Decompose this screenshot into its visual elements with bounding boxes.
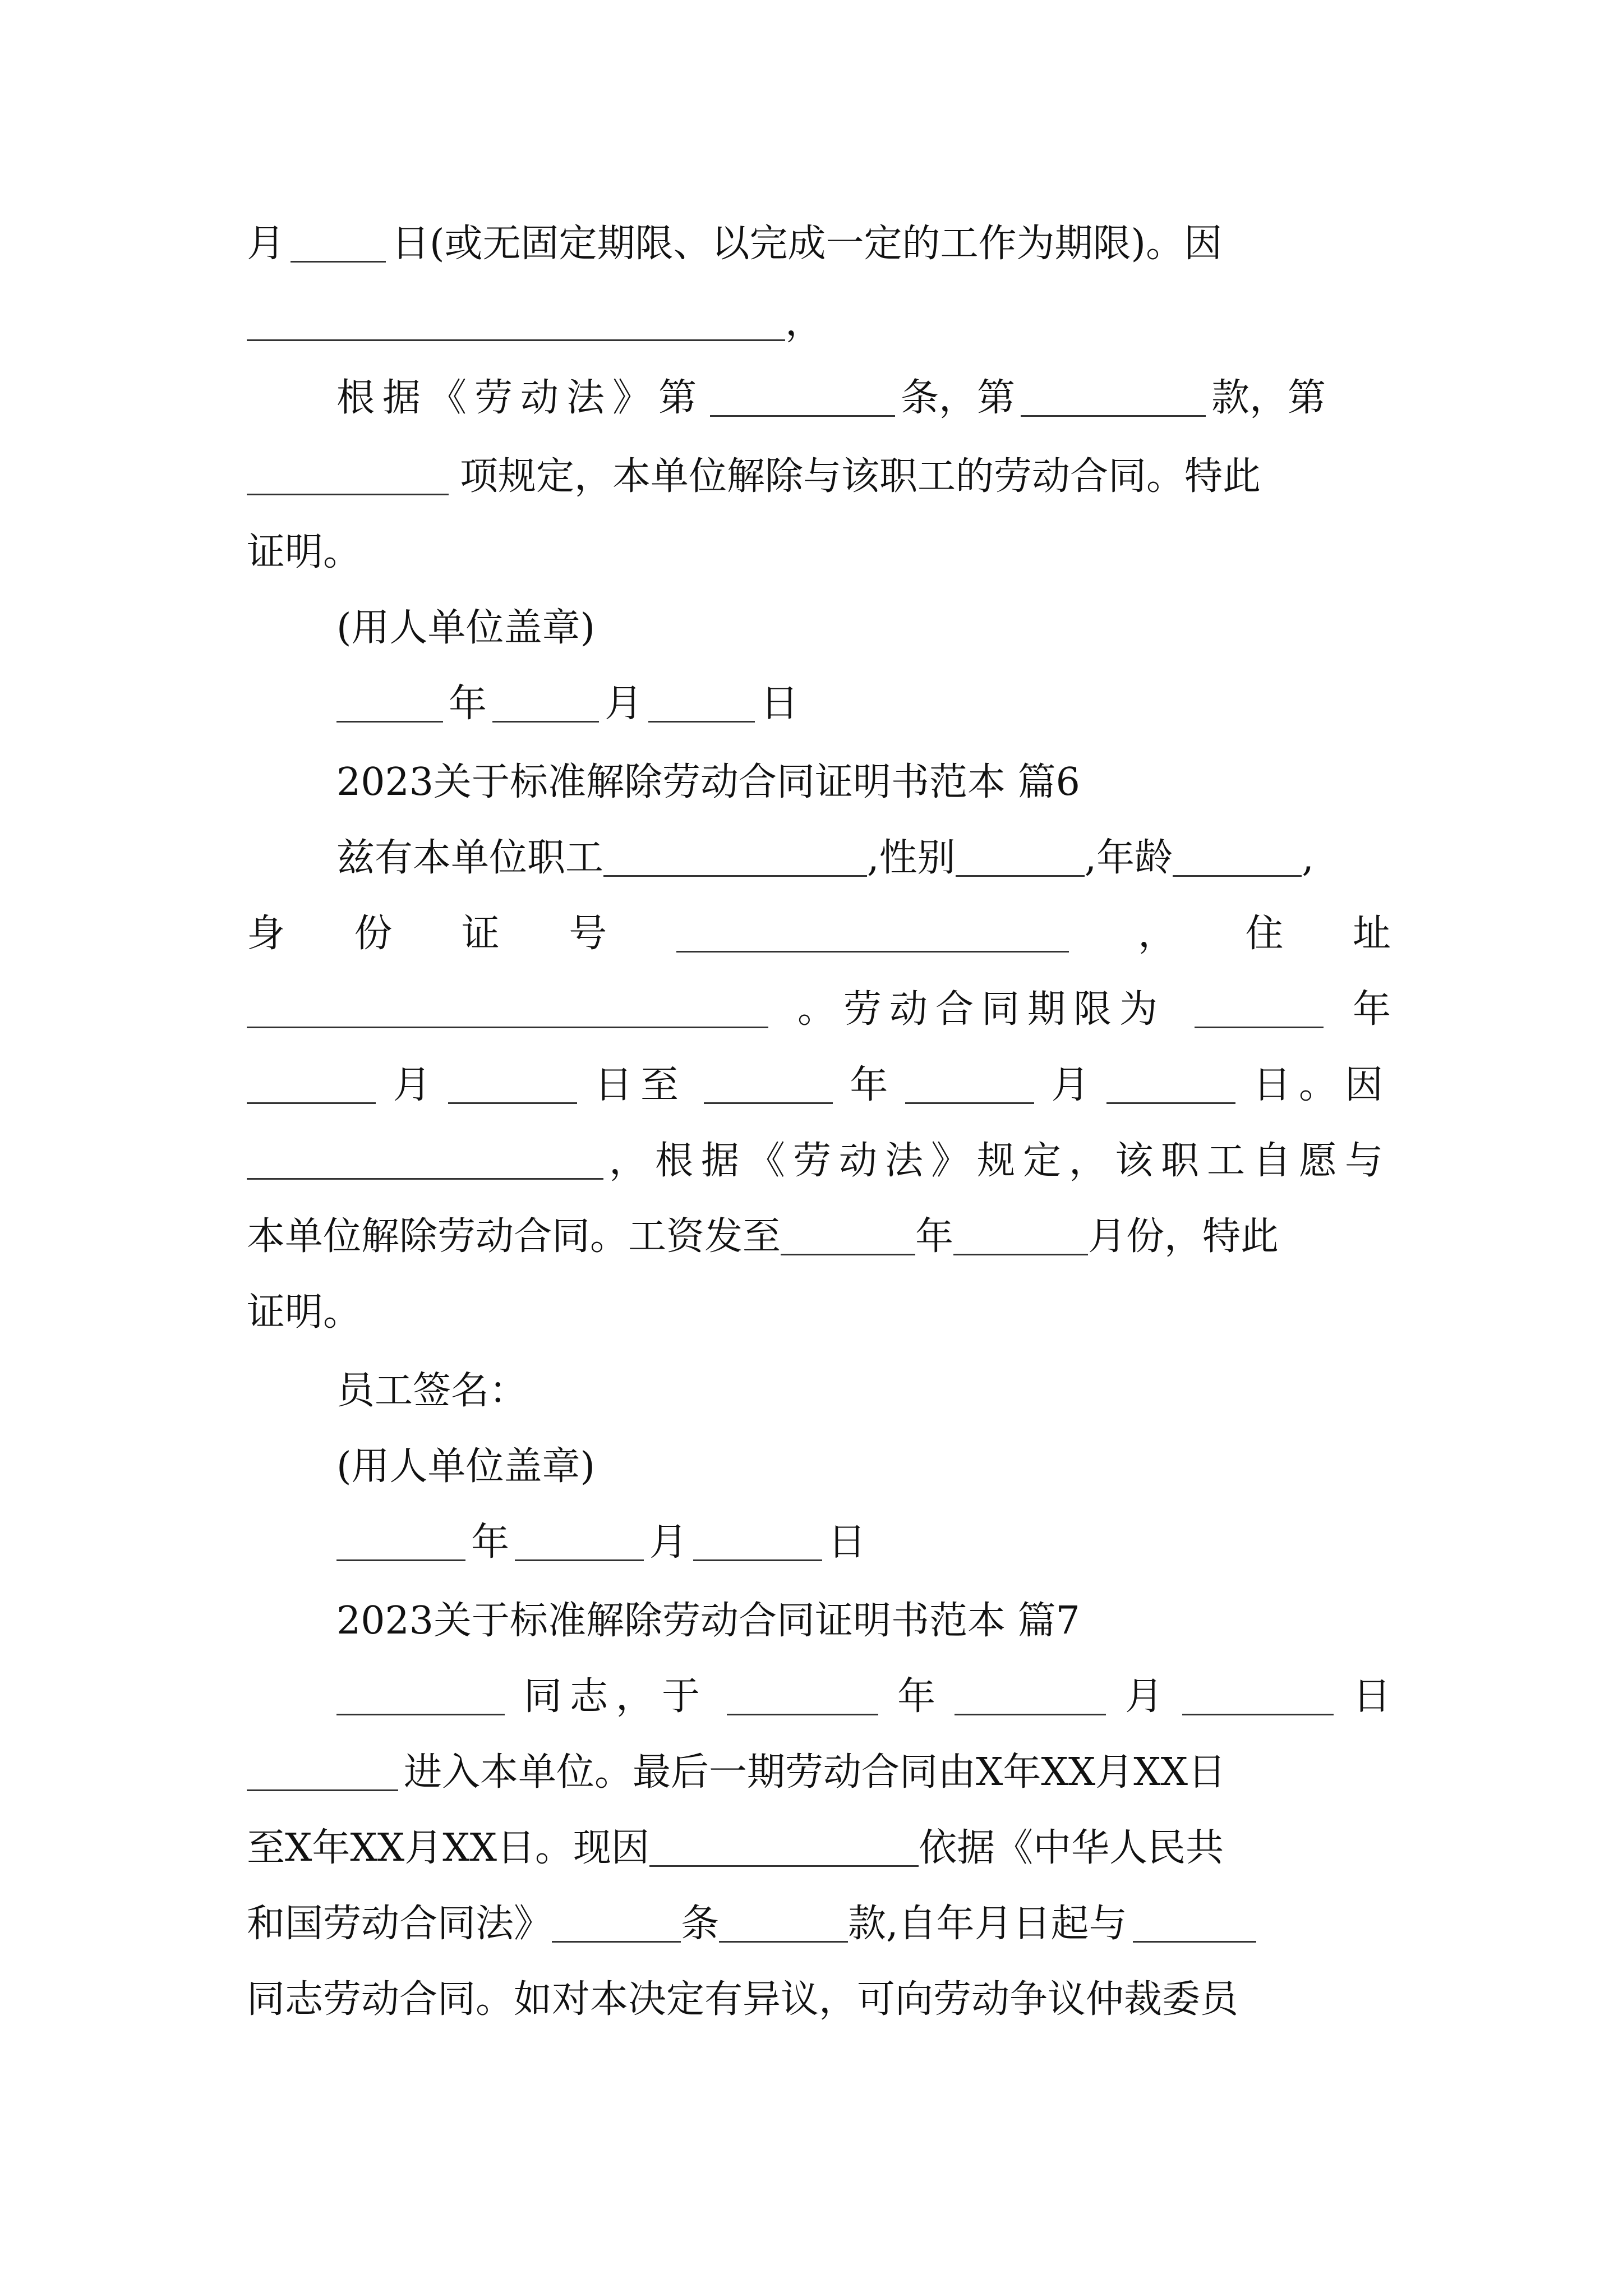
doc-line: [247, 1818, 1391, 1879]
fill-blank: [905, 1102, 1034, 1104]
doc-text: 份: [354, 912, 393, 956]
doc-text: ，: [1138, 912, 1177, 956]
date-line: [336, 1512, 1391, 1573]
doc-text: 至X年XX月XX日。现因: [247, 1826, 650, 1870]
doc-text: 日(或无固定期限、以完成一定的工作为期限)。因: [391, 222, 1223, 266]
fill-blank: [552, 1941, 681, 1943]
fill-blank: [649, 1865, 919, 1867]
fill-blank: [781, 1254, 915, 1255]
fill-blank: [1106, 1102, 1235, 1104]
doc-text: 月: [1051, 1063, 1090, 1107]
doc-text: 年: [1352, 987, 1391, 1032]
doc-text: 款，第: [1211, 376, 1326, 420]
fill-blank: [336, 1559, 465, 1561]
doc-text: 身: [247, 912, 285, 956]
fill-blank: [247, 1178, 603, 1180]
fill-blank: [291, 261, 386, 263]
doc-text: 证: [461, 912, 500, 956]
seal-line: (用人单位盖章): [336, 606, 596, 650]
doc-line: [247, 979, 1391, 1041]
fill-blank: [719, 1941, 848, 1943]
doc-text: 址: [1352, 912, 1391, 956]
doc-text: 。劳动合同期限为: [797, 987, 1165, 1032]
doc-text: 进入本单位。最后一期劳动合同由X年XX月XX日: [404, 1750, 1227, 1795]
doc-text: 日: [828, 1520, 866, 1565]
doc-text: 条，第: [901, 376, 1016, 420]
date-line: [336, 673, 1391, 735]
fill-blank: [603, 875, 867, 877]
doc-text: 年: [449, 682, 487, 726]
doc-text: 月: [605, 682, 643, 726]
doc-text: 月: [247, 222, 285, 266]
fill-blank: [336, 721, 443, 723]
doc-text: 年: [915, 1214, 954, 1259]
doc-text: ，: [785, 300, 824, 344]
doc-text: 本单位解除劳动合同。工资发至: [247, 1214, 781, 1259]
doc-text: 项规定，本单位解除与该职工的劳动合同。特此: [460, 454, 1261, 499]
section-heading-6: 2023关于标准解除劳动合同证明书范本 篇6: [336, 760, 1080, 804]
signature-line: 员工签名：: [336, 1369, 528, 1413]
doc-line: [336, 367, 1391, 429]
fill-blank: [515, 1559, 644, 1561]
doc-line: [247, 1130, 1391, 1192]
fill-blank: [1195, 1027, 1324, 1028]
fill-blank: [1021, 415, 1206, 417]
doc-text: 日: [760, 682, 799, 726]
doc-text: ,性别: [867, 836, 956, 880]
fill-blank: [676, 951, 1069, 953]
seal-line: (用人单位盖章): [336, 1444, 596, 1489]
doc-text: 和国劳动合同法》: [247, 1902, 552, 1946]
doc-text: 日: [1352, 1674, 1391, 1719]
doc-line: [247, 446, 1391, 508]
doc-text: 住: [1245, 912, 1284, 956]
doc-line: 同志劳动合同。如对本决定有异议，可向劳动争议仲裁委员: [247, 1977, 1239, 2022]
fill-blank: [247, 339, 785, 341]
doc-line: [336, 827, 1391, 889]
fill-blank: [956, 875, 1085, 877]
doc-line: 证明。: [247, 1290, 362, 1335]
doc-text: 月: [1124, 1674, 1163, 1719]
doc-text: 条: [681, 1902, 720, 1946]
doc-text: 款,自年月日起与: [848, 1902, 1127, 1946]
doc-line: 证明。: [247, 530, 362, 574]
doc-line: [247, 1055, 1391, 1116]
doc-line: [247, 1206, 1391, 1268]
fill-blank: [247, 1102, 376, 1104]
doc-text: ,: [1302, 836, 1314, 880]
doc-text: 年: [471, 1520, 510, 1565]
doc-line: [247, 1893, 1391, 1955]
fill-blank: [953, 1254, 1088, 1255]
doc-text: ,年龄: [1084, 836, 1173, 880]
fill-blank: [247, 1789, 398, 1791]
fill-blank: [648, 721, 755, 723]
doc-text: 兹有本单位职工: [336, 836, 604, 880]
doc-text: 月份，特此: [1088, 1214, 1279, 1259]
fill-blank: [704, 1102, 833, 1104]
fill-blank: [710, 415, 895, 417]
section-heading-7: 2023关于标准解除劳动合同证明书范本 篇7: [336, 1599, 1080, 1643]
doc-line: [247, 903, 1391, 965]
doc-text: 同志，于: [523, 1674, 708, 1719]
fill-blank: [336, 1714, 505, 1715]
doc-text: 号: [569, 912, 607, 956]
fill-blank: [247, 1027, 768, 1028]
doc-text: 月: [649, 1520, 688, 1565]
fill-blank: [448, 1102, 577, 1104]
fill-blank: [1173, 875, 1302, 877]
doc-line: [247, 292, 1391, 353]
fill-blank: [492, 721, 599, 723]
doc-text: 根据《劳动法》第: [336, 376, 705, 420]
doc-text: 月: [393, 1063, 431, 1107]
doc-text: ，根据《劳动法》规定，该职工自愿与: [608, 1139, 1391, 1183]
fill-blank: [1182, 1714, 1334, 1715]
doc-text: 日。因: [1252, 1063, 1391, 1107]
doc-line: [247, 213, 1391, 275]
fill-blank: [693, 1559, 822, 1561]
doc-line: [247, 1742, 1391, 1803]
fill-blank: [727, 1714, 878, 1715]
fill-blank: [247, 494, 449, 495]
doc-text: 日至: [594, 1063, 686, 1107]
doc-text: 年: [897, 1674, 935, 1719]
doc-text: 依据《中华人民共: [919, 1826, 1224, 1870]
fill-blank: [955, 1714, 1106, 1715]
fill-blank: [1133, 1941, 1256, 1943]
doc-line: [336, 1666, 1391, 1728]
doc-text: 年: [850, 1063, 888, 1107]
